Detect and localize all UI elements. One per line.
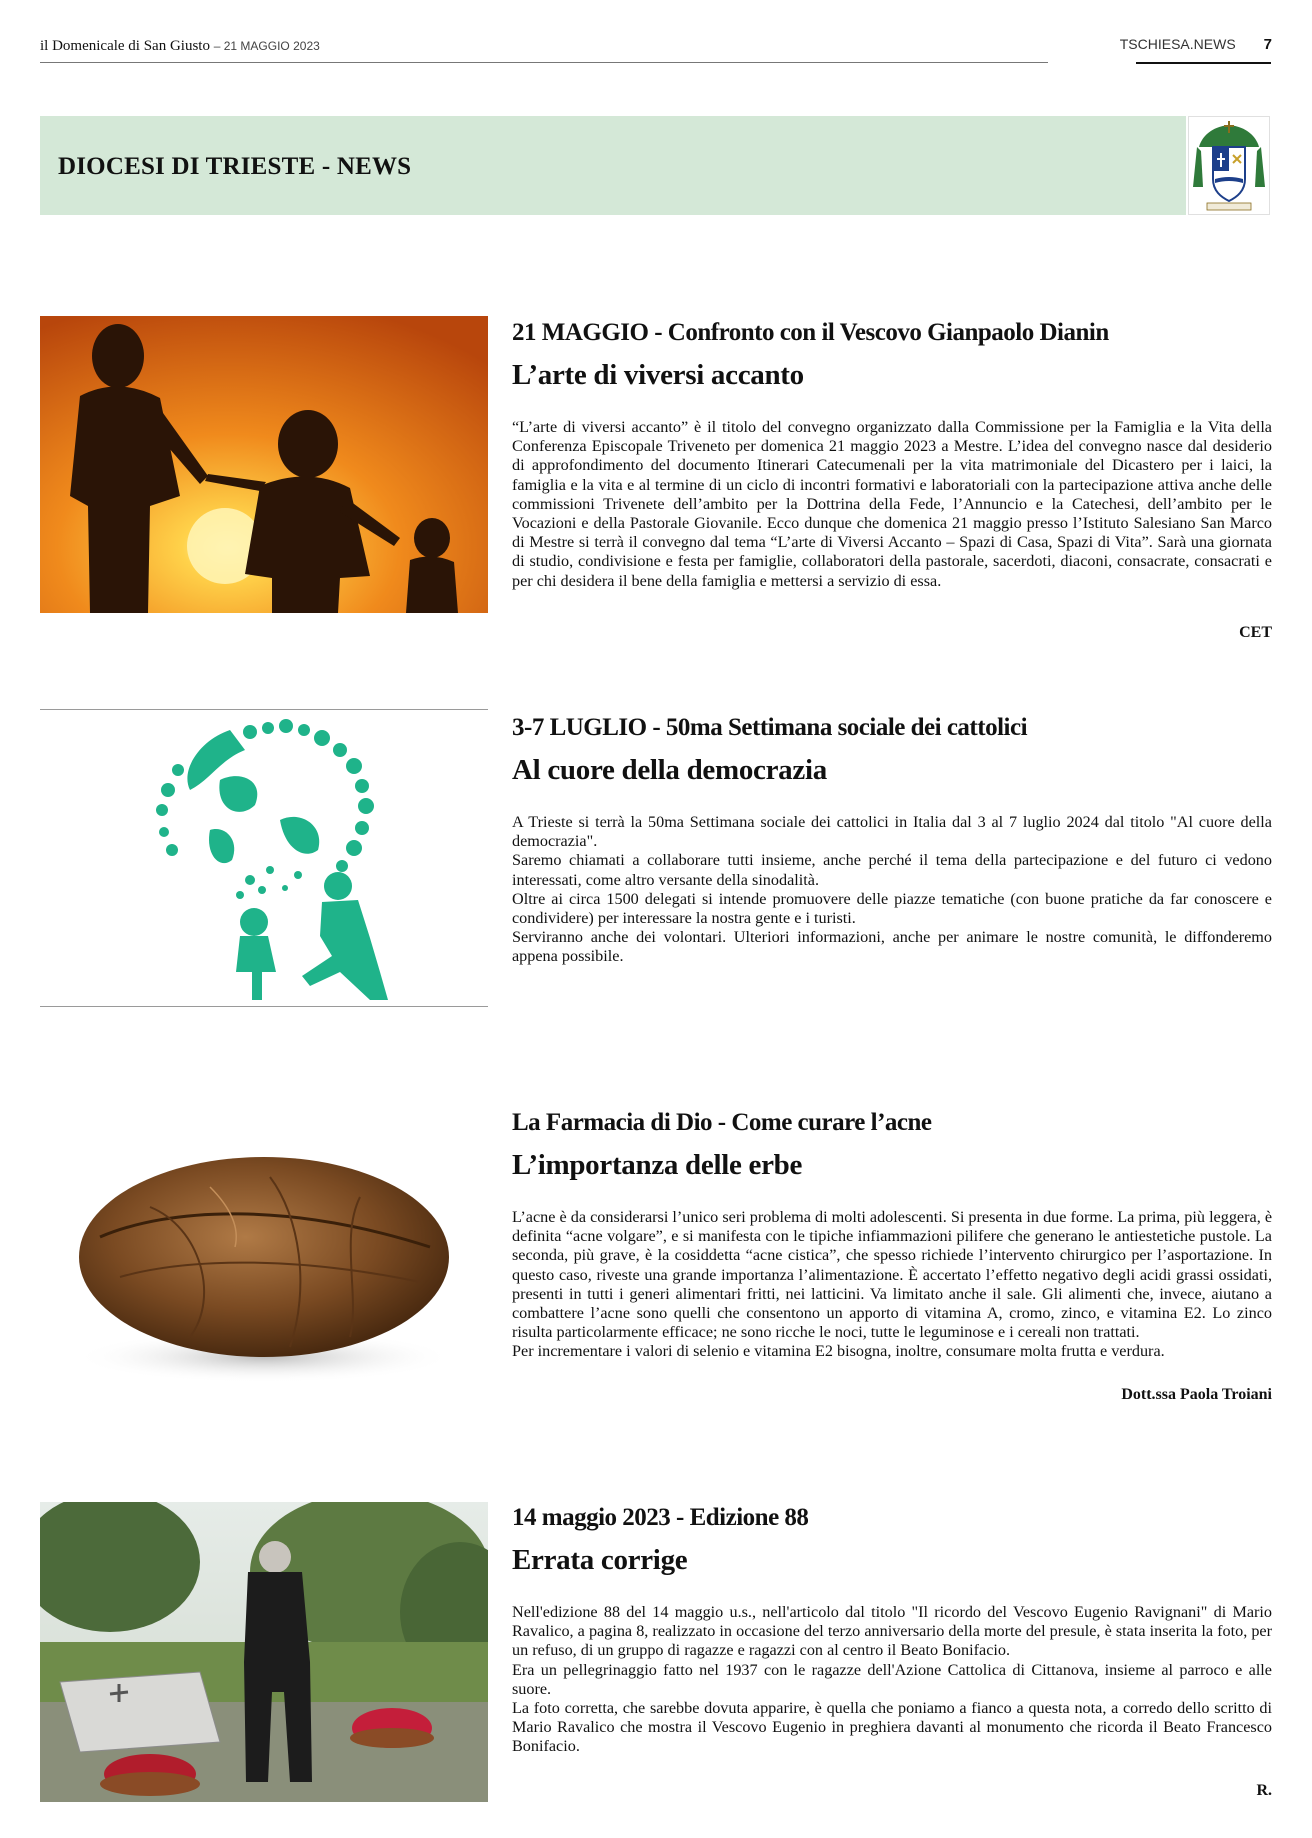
article-paragraph: A Trieste si terrà la 50ma Settimana sociale dei cattolici in Italia dal 3 al 7 luglio 2024 dal titolo "Al cuore della democrazia". xyxy=(512,813,1272,851)
article-body xyxy=(512,1603,1272,1757)
article-paragraph: Per incrementare i valori di selenio e vitamina E2 bisogna, inoltre, consumare molta frutta e verdura. xyxy=(512,1342,1165,1361)
article-kicker: La Farmacia di Dio - Come curare l’acne xyxy=(512,1109,932,1136)
family-sunset-photo xyxy=(40,316,488,613)
header-rule xyxy=(40,62,1048,63)
running-header-left xyxy=(40,38,320,55)
article-signature: Dott.ssa Paola Troiani xyxy=(1121,1386,1272,1403)
article-body xyxy=(512,1208,1272,1362)
article-kicker: 21 MAGGIO - Confronto con il Vescovo Gianpaolo Dianin xyxy=(512,319,1109,346)
article-paragraph: Oltre ai circa 1500 delegati si intende promuovere delle piazze tematiche (con buone pratiche da far conoscere e condividere) per interessare la nostra gente e i turisti. xyxy=(512,889,1272,928)
article-paragraph: Saremo chiamati a collaborare tutti insieme, anche perché il tema della partecipazione e del futuro ci vedono interessati, come altro versante della sinodalità. xyxy=(512,851,1272,889)
publication-name: il Domenicale di San Giusto xyxy=(40,38,210,54)
walnut-photo xyxy=(40,1107,488,1404)
diocese-coat-of-arms-image xyxy=(1188,116,1270,215)
section-title: DIOCESI DI TRIESTE - NEWS xyxy=(58,153,412,180)
bishop-praying-monument-photo xyxy=(40,1502,488,1802)
article-body xyxy=(512,813,1272,967)
article-paragraph: Nell'edizione 88 del 14 maggio u.s., nell'articolo dal titolo "Il ricordo del Vescovo Eugenio Ravignani" di Mario Ravalico, a pagina 8, realizzato in occasione del terzo anniversario della morte del presule, è stata inserita la foto, per un refuso, di un gruppo di ragazze e ragazzi con al centro il Beato Bonifacio. xyxy=(512,1603,1272,1660)
article-paragraph: La foto corretta, che sarebbe dovuta apparire, è quella che poniamo a fianco a questa nota, a corredo dello scritto di Mario Ravalico che mostra il Vescovo Eugenio in preghiera davanti al monumento che ricorda il Beato Francesco Bonifacio. xyxy=(512,1699,1272,1756)
article-paragraph: L’acne è da considerarsi l’unico seri problema di molti adolescenti. Si presenta in due forme. La prima, più leggera, è definita “acne volgare”, e si manifesta con le tipiche infiammazioni pilifere che generano le antiestetiche pustole. La seconda, più grave, è la cosiddetta “acne cistica”, che spesso richiede l’intervento chirurgico per l’asportazione. In questo caso, riveste una grande importanza l’alimentazione. È accertato l’effetto negativo degli acidi grassi ossidati, presenti in tutti i generi alimentari fritti, nei latticini. Va limitato anche il sale. Gli alimenti che, invece, aiutano a combattere l’acne sono quelli che consentono un apporto di vitamina A, cromo, zinco, e vitamina E2. Lo zinco risulta particolarmente efficace; ne sono ricche le noci, tutte le leguminose e i cereali non trattati. xyxy=(512,1208,1272,1342)
article-paragraph: Serviranno anche dei volontari. Ulteriori informazioni, anche per animare le nostre comunità, le diffonderemo appena possibile. xyxy=(512,928,1272,966)
site-name: TSCHIESA.NEWS xyxy=(1119,36,1236,52)
page-number: 7 xyxy=(1263,36,1272,53)
article-signature: CET xyxy=(1239,624,1272,641)
article-headline: Al cuore della democrazia xyxy=(512,754,827,786)
article-paragraph: “L’arte di viversi accanto” è il titolo del convegno organizzato dalla Commissione per la Famiglia e la Vita della Conferenza Episcopale Triveneto per domenica 21 maggio 2023 a Mestre. L’idea del convegno nasce dal desiderio di approfondimento del documento Itinerari Catecumenali per la vita matrimoniale del Dicastero per i laici, la famiglia e la vita e al termine di un ciclo di incontri formativi e laboratoriali con la partecipazione attiva anche delle commissioni Trivenete dell’ambito per la Dottrina della Fede, l’Annuncio e la Catechesi, dell’ambito per le Vocazioni e della Pastorale Giovanile. Ecco dunque che domenica 21 maggio presso l’Istituto Salesiano San Marco di Mestre si terrà il convegno dal tema “L’arte di Viversi Accanto – Spazi di Casa, Spazi di Vita”. Sarà una giornata di studio, condivisione e festa per famiglie, collaboratori della pastorale, sacerdoti, diaconi, consacrate, consacrati e per chi desidera il bene della famiglia e mettersi a servizio di essa. xyxy=(512,418,1272,590)
article-body xyxy=(512,418,1272,591)
running-header-right xyxy=(1120,36,1272,53)
earth-bubbles-illustration xyxy=(40,710,488,1006)
article-kicker: 14 maggio 2023 - Edizione 88 xyxy=(512,1504,809,1531)
article-headline: L’importanza delle erbe xyxy=(512,1149,803,1181)
article-headline: L’arte di viversi accanto xyxy=(512,359,804,391)
article-paragraph: Era un pellegrinaggio fatto nel 1937 con le ragazze dell'Azione Cattolica di Cittanova, insieme al parroco e alle suore. xyxy=(512,1660,1272,1698)
article-signature: R. xyxy=(1256,1782,1272,1799)
image-bottom-rule xyxy=(40,1006,488,1007)
header-rule-accent xyxy=(1136,62,1271,64)
article-kicker: 3-7 LUGLIO - 50ma Settimana sociale dei cattolici xyxy=(512,714,1028,741)
issue-date: – 21 MAGGIO 2023 xyxy=(213,39,320,53)
article-headline: Errata corrige xyxy=(512,1544,688,1576)
